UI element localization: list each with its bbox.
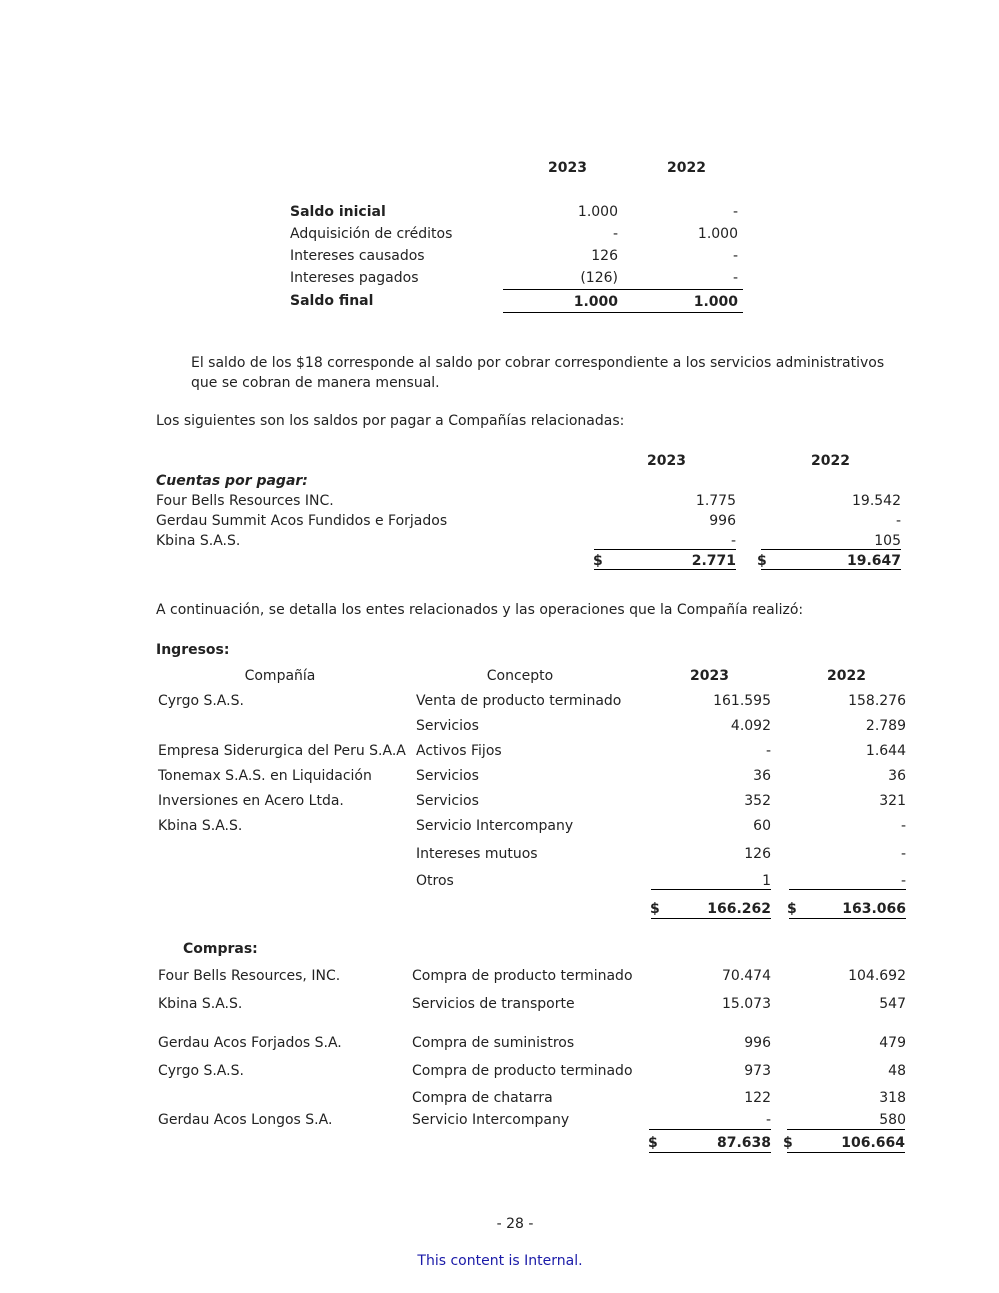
ingresos-row-concept: Servicios	[416, 718, 479, 734]
compras-row-2023: 122	[744, 1090, 771, 1106]
compras-row-company: Four Bells Resources, INC.	[158, 968, 341, 984]
ingresos-col-company: Compañía	[244, 668, 316, 684]
payables-subtotal-rule-2023	[594, 549, 736, 550]
s1-row-2022: -	[732, 270, 738, 286]
ingresos-total-rule-2022	[789, 918, 906, 919]
s1-row-2022: -	[732, 248, 738, 264]
payables-total-rule-2022	[761, 569, 901, 570]
ingresos-row-concept: Intereses mutuos	[416, 846, 538, 862]
paragraph-saldo: El saldo de los $18 corresponde al saldo por cobrar correspondiente a los servicios administrativos que se cobran de manera mensual.	[191, 355, 885, 391]
ingresos-row-2023: 4.092	[730, 718, 771, 734]
compras-row-concept: Servicios de transporte	[412, 996, 575, 1012]
s1-year-2022: 2022	[667, 160, 706, 176]
ingresos-row-2023: 36	[753, 768, 771, 784]
ingresos-row-2023: 60	[753, 818, 771, 834]
ingresos-row-2023: 1	[762, 873, 771, 889]
compras-row-company: Cyrgo S.A.S.	[158, 1063, 244, 1079]
compras-row-2023: 996	[744, 1035, 771, 1051]
compras-row-2023: 15.073	[722, 996, 771, 1012]
ingresos-row-concept: Otros	[416, 873, 454, 889]
compras-row-concept: Compra de chatarra	[412, 1090, 553, 1106]
compras-row-concept: Compra de producto terminado	[412, 968, 633, 984]
compras-row-2022: 48	[888, 1063, 906, 1079]
compras-total-2023: 87.638	[716, 1135, 771, 1151]
payables-row-2023: -	[730, 533, 736, 549]
compras-total-rule-2022	[787, 1152, 905, 1153]
ingresos-row-concept: Venta de producto terminado	[416, 693, 622, 709]
s1-total-2023: 1.000	[573, 294, 618, 310]
ingresos-subtotal-rule-2022	[789, 889, 906, 890]
ingresos-row-2022: -	[900, 818, 906, 834]
s1-row-label: Intereses causados	[290, 248, 425, 264]
payables-currency-2022: $	[757, 553, 767, 569]
payables-total-rule-2023	[594, 569, 736, 570]
compras-row-2023: -	[765, 1112, 771, 1128]
payables-row-2023: 996	[709, 513, 736, 529]
payables-row-2022: 19.542	[852, 493, 901, 509]
s1-row-label: Intereses pagados	[290, 270, 419, 286]
ingresos-col-concept: Concepto	[486, 668, 554, 684]
payables-heading: Cuentas por pagar:	[156, 473, 308, 489]
ingresos-row-2022: 1.644	[865, 743, 906, 759]
payables-row-2022: -	[895, 513, 901, 529]
ingresos-row-2023: 126	[744, 846, 771, 862]
compras-row-company: Gerdau Acos Longos S.A.	[158, 1112, 333, 1128]
compras-row-2022: 580	[879, 1112, 906, 1128]
payables-row-2022: 105	[874, 533, 901, 549]
ingresos-row-2022: 2.789	[865, 718, 906, 734]
s1-row-2022: 1.000	[697, 226, 738, 242]
ingresos-row-2022: 36	[888, 768, 906, 784]
ingresos-year-2022: 2022	[827, 668, 866, 684]
ingresos-row-company: Inversiones en Acero Ltda.	[158, 793, 344, 809]
ingresos-row-2023: -	[765, 743, 771, 759]
compras-total-rule-2023	[649, 1152, 771, 1153]
s1-row-2023: (126)	[580, 270, 618, 286]
ingresos-total-2023: 166.262	[707, 901, 771, 917]
ingresos-currency-2023: $	[650, 901, 660, 917]
ingresos-row-2022: -	[900, 846, 906, 862]
ingresos-row-2022: 321	[879, 793, 906, 809]
s1-row-2023: 1.000	[577, 204, 618, 220]
ingresos-row-company: Cyrgo S.A.S.	[158, 693, 244, 709]
compras-currency-2023: $	[648, 1135, 658, 1151]
compras-row-2023: 973	[744, 1063, 771, 1079]
payables-total-2022: 19.647	[846, 553, 901, 569]
ingresos-row-company: Tonemax S.A.S. en Liquidación	[158, 768, 372, 784]
ingresos-row-concept: Activos Fijos	[416, 743, 502, 759]
payables-row-label: Gerdau Summit Acos Fundidos e Forjados	[156, 513, 448, 529]
s1-row-2023: -	[612, 226, 618, 242]
payables-row-2023: 1.775	[695, 493, 736, 509]
compras-row-2022: 318	[879, 1090, 906, 1106]
compras-subtotal-rule-2022	[787, 1129, 905, 1130]
s1-subtotal-rule	[503, 289, 743, 290]
payables-subtotal-rule-2022	[761, 549, 901, 550]
ingresos-row-concept: Servicio Intercompany	[416, 818, 574, 834]
paragraph-payables-intro: Los siguientes son los saldos por pagar a Compañías relacionadas:	[156, 413, 625, 429]
ingresos-total-2022: 163.066	[842, 901, 906, 917]
paragraph-operations-intro: A continuación, se detalla los entes relacionados y las operaciones que la Compañía realizó:	[156, 602, 804, 618]
ingresos-row-concept: Servicios	[416, 768, 479, 784]
ingresos-row-2022: 158.276	[848, 693, 906, 709]
ingresos-currency-2022: $	[787, 901, 797, 917]
ingresos-row-2023: 161.595	[713, 693, 771, 709]
compras-row-concept: Compra de producto terminado	[412, 1063, 633, 1079]
compras-row-company: Gerdau Acos Forjados S.A.	[158, 1035, 342, 1051]
payables-year-2022: 2022	[811, 453, 850, 469]
compras-row-2022: 479	[879, 1035, 906, 1051]
s1-year-2023: 2023	[548, 160, 587, 176]
compras-row-concept: Servicio Intercompany	[412, 1112, 570, 1128]
s1-row-label: Saldo inicial	[290, 204, 386, 220]
compras-row-company: Kbina S.A.S.	[158, 996, 243, 1012]
classification-label: This content is Internal.	[417, 1253, 583, 1269]
s1-total-label: Saldo final	[290, 293, 374, 309]
ingresos-row-2022: -	[900, 873, 906, 889]
payables-currency-2023: $	[593, 553, 603, 569]
ingresos-subtotal-rule-2023	[651, 889, 771, 890]
payables-total-2023: 2.771	[691, 553, 736, 569]
payables-row-label: Four Bells Resources INC.	[156, 493, 334, 509]
s1-total-2022: 1.000	[693, 294, 738, 310]
compras-row-2023: 70.474	[722, 968, 771, 984]
s1-row-2022: -	[732, 204, 738, 220]
compras-total-2022: 106.664	[841, 1135, 905, 1151]
ingresos-row-company: Kbina S.A.S.	[158, 818, 243, 834]
s1-row-label: Adquisición de créditos	[290, 226, 453, 242]
ingresos-total-rule-2023	[651, 918, 771, 919]
page-number: - 28 -	[496, 1216, 534, 1232]
compras-heading: Compras:	[183, 941, 258, 957]
payables-year-2023: 2023	[647, 453, 686, 469]
compras-row-concept: Compra de suministros	[412, 1035, 575, 1051]
ingresos-row-2023: 352	[744, 793, 771, 809]
compras-row-2022: 104.692	[848, 968, 906, 984]
ingresos-heading: Ingresos:	[156, 642, 230, 658]
compras-currency-2022: $	[783, 1135, 793, 1151]
ingresos-row-concept: Servicios	[416, 793, 479, 809]
ingresos-year-2023: 2023	[690, 668, 729, 684]
ingresos-row-company: Empresa Siderurgica del Peru S.A.A	[158, 743, 406, 759]
s1-row-2023: 126	[591, 248, 618, 264]
payables-row-label: Kbina S.A.S.	[156, 533, 241, 549]
compras-subtotal-rule-2023	[649, 1129, 771, 1130]
s1-total-rule	[503, 312, 743, 313]
compras-row-2022: 547	[879, 996, 906, 1012]
